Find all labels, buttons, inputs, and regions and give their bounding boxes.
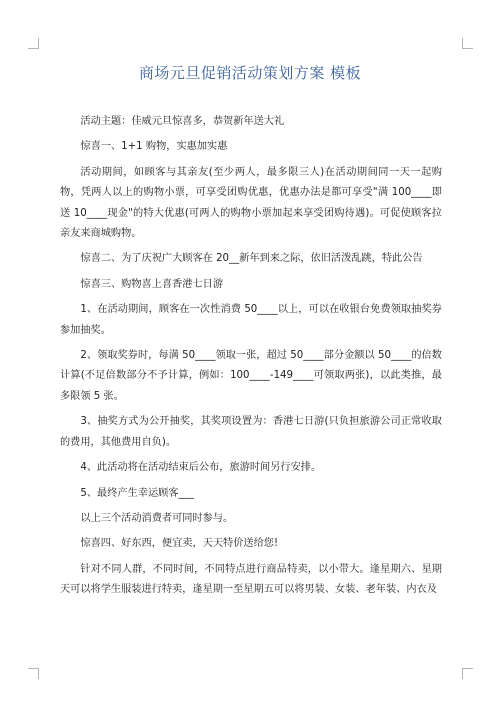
paragraph-special-sale: 针对不同人群，不同时间，不同特点进行商品特卖，以小带大。逢星期六、星期天可以将学生服装进行特卖，逢星期一至星期五可以将男装、女装、老年装、内衣及 <box>60 563 442 596</box>
document-title: 商场元旦促销活动策划方案 模板 <box>138 64 362 82</box>
paragraph-rule-4: 4、此活动将在活动结束后公布，旅游时间另行安排。 <box>80 462 322 474</box>
paragraph-theme: 活动主题：佳威元旦惊喜多，恭贺新年送大礼 <box>80 116 285 127</box>
paragraph-rule-2: 2、领取奖券时，每满 50____领取一张，超过 50____部分金额以 50____的倍数计算(不足倍数部分不予计算，例如：100____-149____可领取两张)，以此类推，最多限领 5 张。 <box>60 350 442 402</box>
paragraph-surprise-3: 惊喜三、购物喜上喜香港七日游 <box>80 278 224 290</box>
paragraph-rule-3: 3、抽奖方式为公开抽奖，其奖项设置为：香港七日游(只负担旅游公司正常收取的费用，其他费用自负)。 <box>60 416 442 448</box>
paragraph-surprise-1: 惊喜一、1+1 购物，实惠加实惠 <box>80 141 228 153</box>
paragraph-surprise-2: 惊喜二、为了庆祝广大顾客在 20__新年到来之际，依旧活泼乱跳，特此公告 <box>80 253 423 265</box>
document-body <box>60 112 442 606</box>
page-corner-mark-bottom-right <box>462 668 473 679</box>
paragraph-group-buy: 活动期间，如顾客与其亲友(至少两人，最多限三人)在活动期间同一天一起购物，凭两人以上的购物小票，可享受团购优惠，优惠办法是都可享受"满 100____即送 10____现金"的特大优惠(可两人的购物小票加起来享受团购待遇)。可促使顾客拉亲友来商城购物。 <box>60 166 442 240</box>
page-corner-mark-top-right <box>462 38 473 49</box>
paragraph-rule-1: 1、在活动期间，顾客在一次性消费 50____以上，可以在收银台免费领取抽奖券参加抽奖。 <box>60 304 442 336</box>
page-corner-mark-bottom-left <box>28 668 39 679</box>
paragraph-combined-note: 以上三个活动消费者可同时参与。 <box>80 512 234 524</box>
paragraph-surprise-4: 惊喜四、好东西，便宜卖，天天特价送给您! <box>80 538 279 550</box>
paragraph-rule-5: 5、最终产生幸运顾客___ <box>80 487 194 499</box>
page-corner-mark-top-left <box>28 38 39 49</box>
